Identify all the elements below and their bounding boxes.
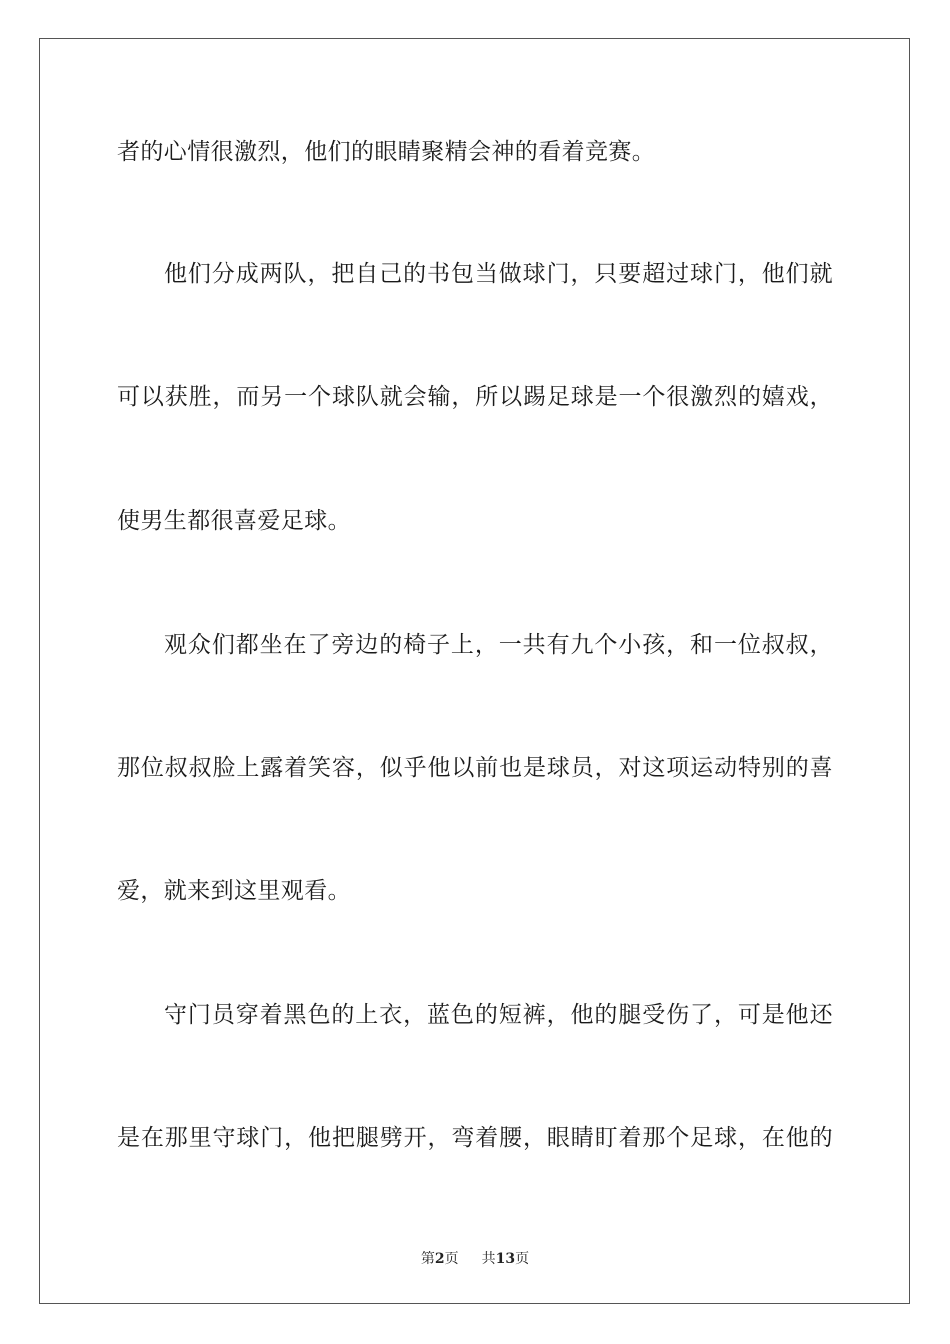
page-prefix: 第 — [420, 1251, 435, 1267]
page-suffix: 页 — [444, 1251, 459, 1267]
text-line-5: 观众们都坐在了旁边的椅子上，一共有九个小孩，和一位叔叔， — [164, 632, 833, 658]
page-label — [421, 1248, 459, 1268]
text-line-1: 者的心情很激烈，他们的眼睛聚精会神的看着竞赛。 — [117, 139, 656, 165]
page-footer — [0, 1248, 950, 1268]
text-line-9: 是在那里守球门，他把腿劈开，弯着腰，眼睛盯着那个足球，在他的 — [117, 1125, 833, 1151]
text-line-7: 爱，就来到这里观看。 — [117, 878, 351, 904]
total-prefix: 共 — [481, 1251, 496, 1267]
total-pages: 13 — [495, 1251, 516, 1267]
text-line-4: 使男生都很喜爱足球。 — [117, 508, 351, 534]
page-number: 2 — [434, 1251, 445, 1267]
text-line-8: 守门员穿着黑色的上衣，蓝色的短裤，他的腿受伤了，可是他还 — [164, 1002, 833, 1028]
page-border — [39, 38, 910, 1304]
total-pages-label — [482, 1248, 529, 1268]
text-line-3: 可以获胜，而另一个球队就会输，所以踢足球是一个很激烈的嬉戏， — [117, 384, 833, 410]
text-line-6: 那位叔叔脸上露着笑容，似乎他以前也是球员，对这项运动特别的喜 — [117, 755, 833, 781]
text-line-2: 他们分成两队，把自己的书包当做球门，只要超过球门，他们就 — [164, 261, 833, 287]
total-suffix: 页 — [515, 1251, 530, 1267]
